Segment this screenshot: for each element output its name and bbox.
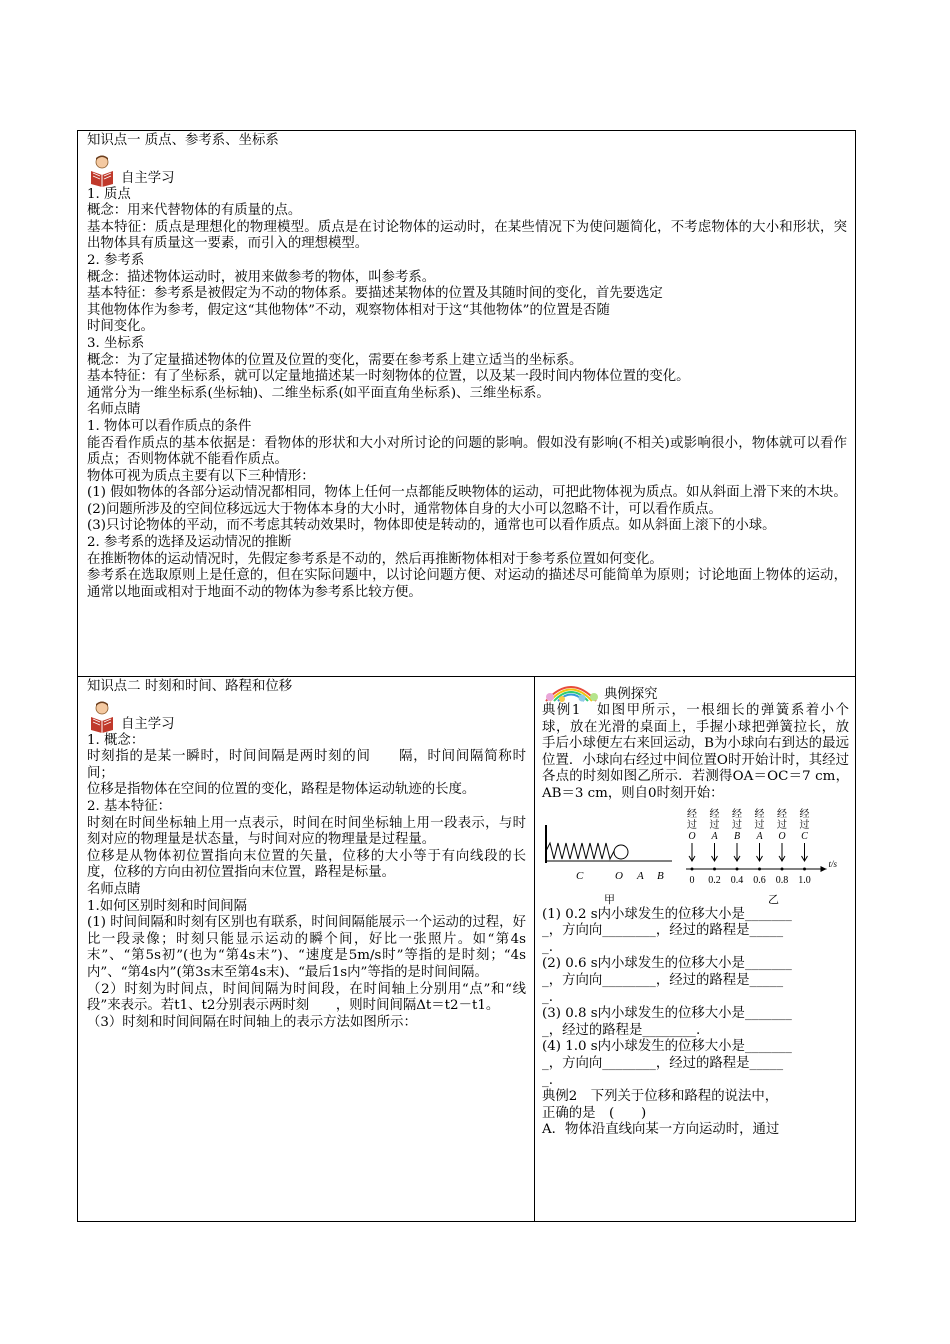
pass-label: 经	[687, 808, 697, 820]
self-study-header	[87, 150, 847, 187]
pass-label: O	[688, 830, 696, 842]
section-time-displacement	[78, 677, 535, 1222]
text-line: 通常分为一维坐标系(坐标轴)、二维坐标系(如平面直角坐标系)、三维坐标系。	[87, 385, 550, 401]
pass-label: 过	[777, 819, 787, 831]
label-O: O	[615, 869, 623, 882]
rainbow-icon	[542, 679, 600, 703]
pass-label: B	[733, 830, 741, 842]
down-arrow-icon	[779, 843, 785, 861]
pass-label: C	[801, 830, 808, 842]
reading-child-icon	[87, 699, 117, 733]
text-line: （3）时刻和时间间隔在时间轴上的表示方法如图所示：	[87, 1014, 417, 1030]
section-point-reference-coordinate	[78, 131, 855, 677]
heading-particle: 1. 质点	[87, 186, 131, 202]
text-line: 1. 物体可以看作质点的条件	[87, 418, 252, 434]
text-line: 能否看作质点的基本依据是：看物体的形状和大小对所讨论的问题的影响。假如没有影响(不相关)或影响很小，物体就可以看作质点；否则物体就不能看作质点。	[87, 435, 847, 468]
question1-line3: _.	[542, 939, 553, 955]
caption-jia: 甲	[604, 892, 615, 905]
question4-line1: (4) 1.0 s内小球发生的位移大小是_______	[542, 1039, 792, 1055]
examples-header	[542, 679, 849, 703]
down-arrow-icon	[734, 843, 740, 861]
text-line: 1. 概念：	[87, 732, 145, 748]
heading-coordinate-system: 3. 坐标系	[87, 335, 145, 351]
text-line: 参考系在选取原则上是任意的，但在实际问题中，以讨论问题方便、对运动的描述尽可能简单为原则；讨论地面上物体的运动，通常以地面或相对于地面不动的物体为参考系比较方便。	[87, 568, 847, 600]
pass-label: A	[711, 830, 718, 842]
pass-label: 过	[687, 819, 697, 831]
question1-line1: (1) 0.2 s内小球发生的位移大小是_______	[542, 906, 792, 922]
pass-label: 经	[709, 808, 720, 820]
spring-diagram	[546, 825, 672, 905]
pass-label: 过	[799, 819, 810, 831]
section-title: 知识点二 时刻和时间、路程和位移	[87, 679, 293, 694]
down-arrow-icon	[689, 843, 695, 861]
text-line: 物体可视为质点主要有以下三种情形：	[87, 468, 315, 484]
section-title: 知识点一 质点、参考系、坐标系	[87, 133, 279, 148]
example2-line2: 正确的是 ( )	[542, 1105, 647, 1121]
label-B: B	[657, 869, 664, 882]
question3-line2: _，经过的路程是________.	[542, 1022, 701, 1038]
question2-line2: _，方向向________，经过的路程是_____	[542, 972, 784, 988]
label-C: C	[576, 869, 584, 882]
text-line: 其他物体作为参考，假定这“其他物体”不动，观察物体相对于这“其他物体”的位置是否随	[87, 302, 610, 318]
text-line: 位移是从物体初位置指向末位置的矢量，位移的大小等于有向线段的长度，位移的方向由初位置指向末位置，路程是标量。	[87, 848, 526, 881]
question1-line2: _，方向向________，经过的路程是_____	[542, 923, 784, 939]
timeline-diagram	[686, 808, 838, 886]
text-line: (1) 假如物体的各部分运动情况都相同，物体上任何一点都能反映物体的运动，可把此物体视为质点。如从斜面上滑下来的木块。	[87, 485, 847, 501]
question4-line2: _，方向向________，经过的路程是_____	[542, 1055, 784, 1071]
text-line: (2)问题所涉及的空间位移远远大于物体本身的大小时，通常物体自身的大小可以忽略不计，可以看作质点。	[87, 501, 722, 517]
time-point	[758, 867, 761, 870]
text-line: 时间变化。	[87, 319, 154, 335]
question4-line3: _.	[542, 1072, 553, 1088]
text-line: (3)只讨论物体的平动，而不考虑其转动效果时，物体即使是转动的，通常也可以看作质点。如从斜面上滚下的小球。	[87, 518, 776, 534]
heading-reference-frame: 2. 参考系	[87, 252, 145, 268]
text-line: 2. 基本特征：	[87, 798, 171, 814]
axis-unit: t/s	[828, 858, 838, 869]
pass-label: 经	[799, 808, 810, 820]
text-line: 位移是指物体在空间的位置的变化，路程是物体运动轨迹的长度。	[87, 782, 476, 798]
example1-figure	[542, 805, 847, 905]
text-line: 时刻在时间坐标轴上用一点表示，时间在时间坐标轴上用一段表示，与时刻对应的物理量是状态量，与时间对应的物理量是过程量。	[87, 815, 526, 848]
tick-label: 0.2	[708, 874, 721, 886]
text-line: 时刻指的是某一瞬时，时间间隔是两时刻的间 隔，时间间隔简称时间；	[87, 749, 526, 781]
pass-label: 过	[709, 819, 720, 831]
text-line: 基本特征：有了坐标系，就可以定量地描述某一时刻物体的位置，以及某一段时间内物体位置的变化。	[87, 369, 690, 385]
text-line: 1.如何区别时刻和时间间隔	[87, 898, 248, 914]
question2-line1: (2) 0.6 s内小球发生的位移大小是_______	[542, 956, 792, 972]
pass-label: O	[778, 830, 786, 842]
examples-title: 典例探究	[604, 687, 658, 702]
tick-label: 1.0	[798, 874, 811, 886]
question3-line1: (3) 0.8 s内小球发生的位移大小是_______	[542, 1006, 792, 1022]
down-arrow-icon	[802, 843, 808, 861]
pass-label: 经	[777, 808, 787, 820]
tick-label: 0.8	[775, 874, 789, 886]
tick-label: 0.6	[753, 874, 766, 886]
spring-and-timeline-figure	[542, 805, 847, 905]
down-arrow-icon	[757, 843, 763, 861]
teacher-notes-heading: 名师点睛	[87, 881, 141, 897]
time-point	[691, 867, 694, 870]
tick-label: 0.4	[730, 874, 744, 886]
tick-label: 0	[689, 874, 695, 886]
example2-line3: A．物体沿直线向某一方向运动时，通过	[542, 1122, 780, 1138]
text-line: (1) 时间间隔和时刻有区别也有联系，时间间隔能展示一个运动的过程，好比一段录像；时刻只能显示运动的瞬个间，好比一张照片。如“第4s末”、“第5s初”(也为“第4s末”)、“速度是5m/s时”等指的是时刻；“4s内”、“第4s内”(第3s末至第4s末)、“最后1s内”等指的是时间间隔。	[87, 915, 526, 980]
teacher-notes-heading: 名师点睛	[87, 402, 141, 418]
label-A: A	[637, 869, 644, 882]
pass-label: 过	[732, 819, 742, 831]
time-point	[713, 867, 716, 870]
example2-line1: 典例2 下列关于位移和路程的说法中，	[542, 1089, 779, 1105]
self-study-label: 自主学习	[121, 170, 175, 186]
self-study-header	[87, 696, 526, 733]
pass-label: 过	[754, 819, 765, 831]
time-point	[736, 867, 739, 870]
down-arrow-icon	[712, 843, 718, 861]
pass-label: 经	[754, 808, 765, 820]
reading-child-icon	[87, 153, 117, 187]
axis-arrow	[821, 866, 827, 872]
section-examples	[535, 677, 863, 1222]
pass-label: A	[756, 830, 763, 842]
text-line: 概念：描述物体运动时，被用来做参考的物体，叫参考系。	[87, 269, 436, 285]
caption-yi: 乙	[768, 892, 779, 905]
text-line: 概念：为了定量描述物体的位置及位置的变化，需要在参考系上建立适当的坐标系。	[87, 352, 583, 368]
text-line: （2）时刻为时间点，时间间隔为时间段，在时间轴上分别用“点”和“线段”来表示。若t1、t2分别表示两时刻 ，则时间间隔Δt＝t2－t1。	[87, 981, 526, 1014]
text-line: 在推断物体的运动情况时，先假定参考系是不动的，然后再推断物体相对于参考系位置如何变化。	[87, 551, 663, 567]
time-point	[803, 867, 806, 870]
self-study-label: 自主学习	[121, 716, 175, 732]
text-line: 基本特征：质点是理想化的物理模型。质点是在讨论物体的运动时，在某些情况下为使问题简化，不考虑物体的大小和形状，突出物体具有质量这一要素，而引入的理想模型。	[87, 219, 847, 252]
pass-label: 经	[732, 808, 742, 820]
time-point	[781, 867, 784, 870]
question2-line3: _.	[542, 989, 553, 1005]
content-table	[77, 130, 863, 1222]
text-line: 概念：用来代替物体的有质量的点。	[87, 203, 302, 219]
text-line: 基本特征：参考系是被假定为不动的物体系。要描述某物体的位置及其随时间的变化，首先要选定	[87, 286, 663, 302]
example1-text: 典例1 如图甲所示，一根细长的弹簧系着小个 球，放在光滑的桌面上，手握小球把弹簧拉长，放手后小球便左右来回运动，B为小球向右到达的最远位置．小球向右经过中间位置O时开始计时，其经过各点的时刻如图乙所示．若测得OA＝OC＝7 cm，AB＝3 cm，则自0时刻开始：	[542, 703, 863, 801]
text-line: 2. 参考系的选择及运动情况的推断	[87, 535, 292, 551]
